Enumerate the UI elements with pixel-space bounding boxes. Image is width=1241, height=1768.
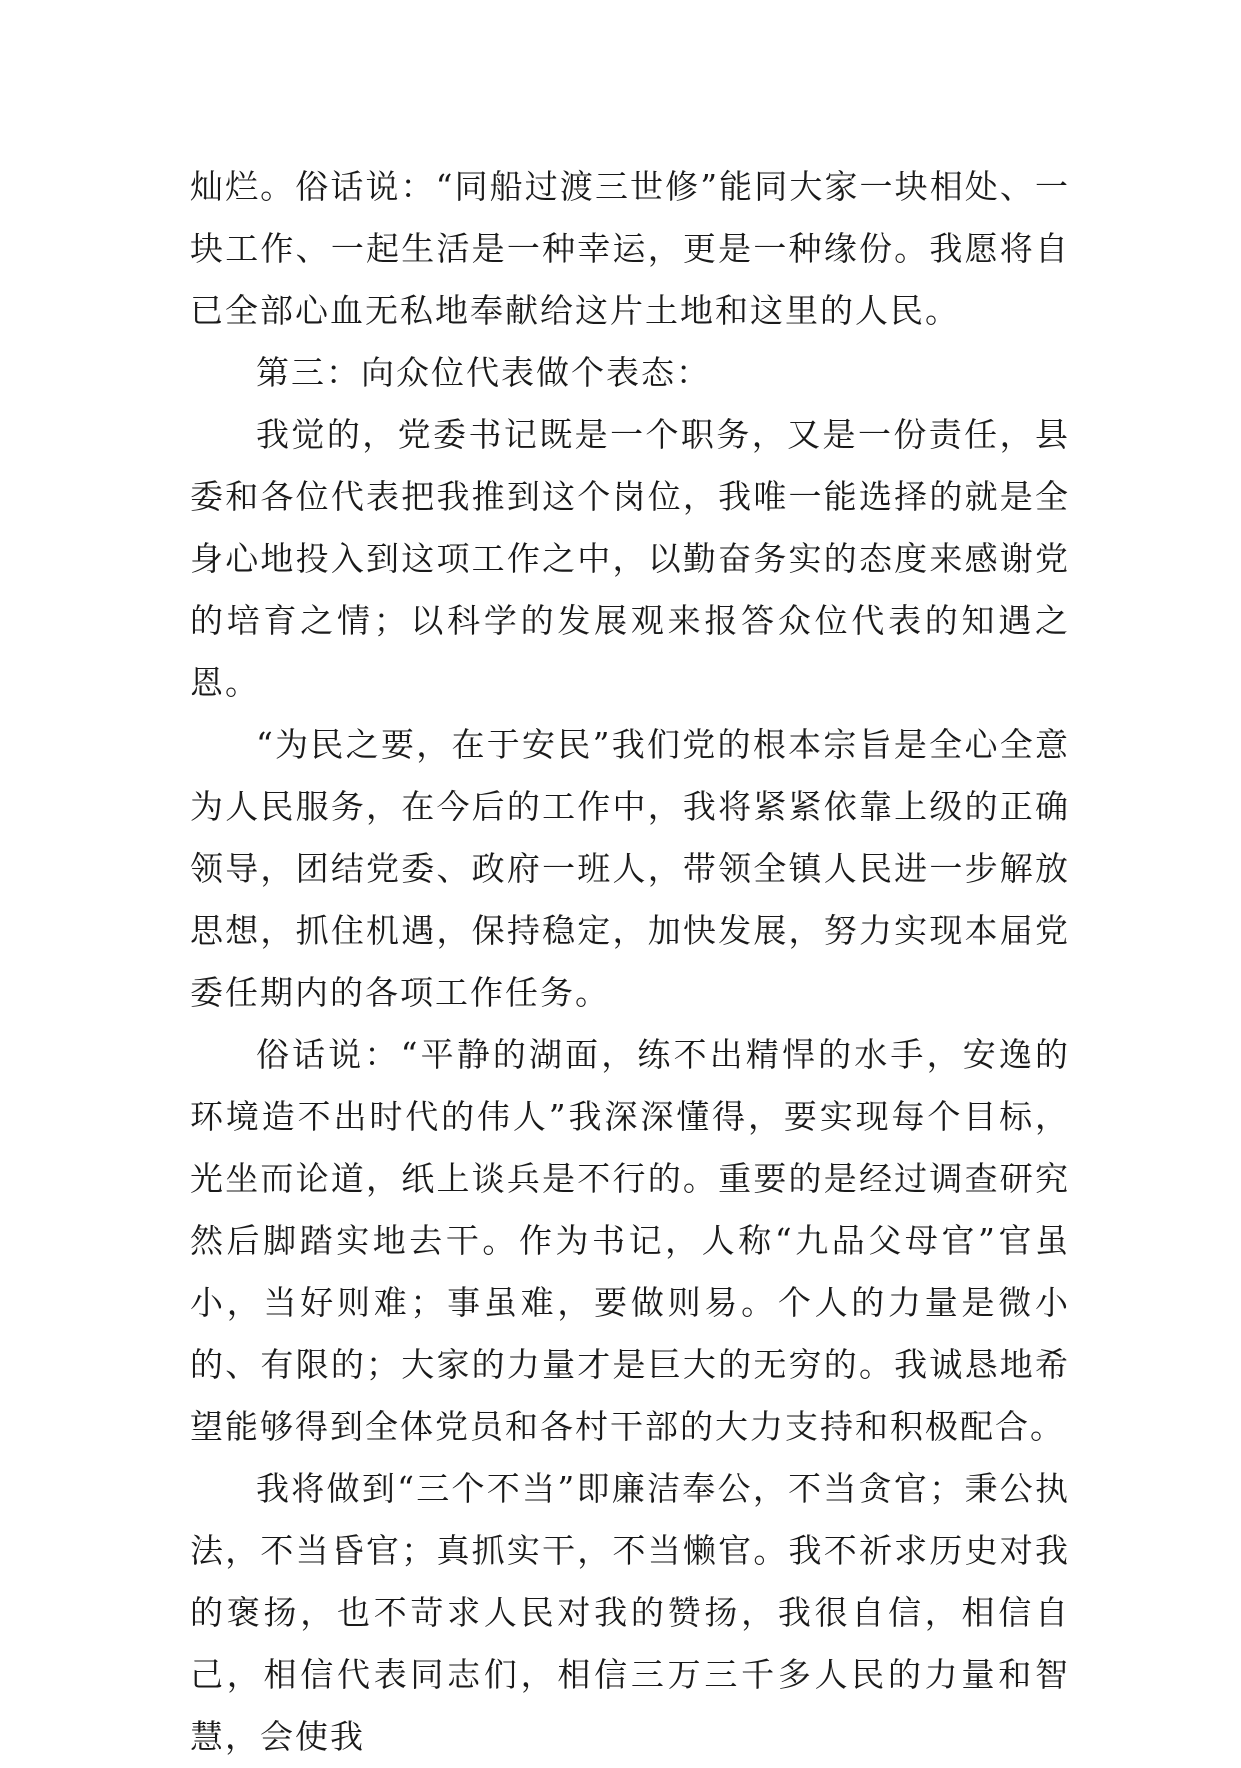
paragraph-6: 我将做到“三个不当”即廉洁奉公，不当贪官；秉公执法，不当昏官；真抓实干，不当懒官。我不祈求历史对我的褒扬，也不苛求人民对我的赞扬，我很自信，相信自己，相信代表同志们，相信三万三千多人民的力量和智慧，会使我 [190, 1469, 1070, 1756]
paragraph-5: 俗话说：“平静的湖面，练不出精悍的水手，安逸的环境造不出时代的伟人”我深深懂得，要实现每个目标，光坐而论道，纸上谈兵是不行的。重要的是经过调查研究然后脚踏实地去干。作为书记，人称“九品父母官”官虽小，当好则难；事虽难，要做则易。个人的力量是微小的、有限的；大家的力量才是巨大的无穷的。我诚恳地希望能够得到全体党员和各村干部的大力支持和积极配合。 [190, 1035, 1070, 1446]
paragraph-2: 第三：向众位代表做个表态： [256, 353, 711, 392]
paragraph-1: 灿烂。俗话说：“同船过渡三世修”能同大家一块相处、一块工作、一起生活是一种幸运，更是一种缘份。我愿将自已全部心血无私地奉献给这片土地和这里的人民。 [190, 167, 1070, 330]
paragraph-3: 我觉的，党委书记既是一个职务，又是一份责任，县委和各位代表把我推到这个岗位，我唯一能选择的就是全身心地投入到这项工作之中，以勤奋务实的态度来感谢党的培育之情；以科学的发展观来报答众位代表的知遇之恩。 [190, 415, 1070, 702]
paragraph-4: “为民之要，在于安民”我们党的根本宗旨是全心全意为人民服务，在今后的工作中，我将紧紧依靠上级的正确领导，团结党委、政府一班人，带领全镇人民进一步解放思想，抓住机遇，保持稳定，加快发展，努力实现本届党委任期内的各项工作任务。 [190, 725, 1070, 1012]
body-text [190, 156, 1070, 1768]
